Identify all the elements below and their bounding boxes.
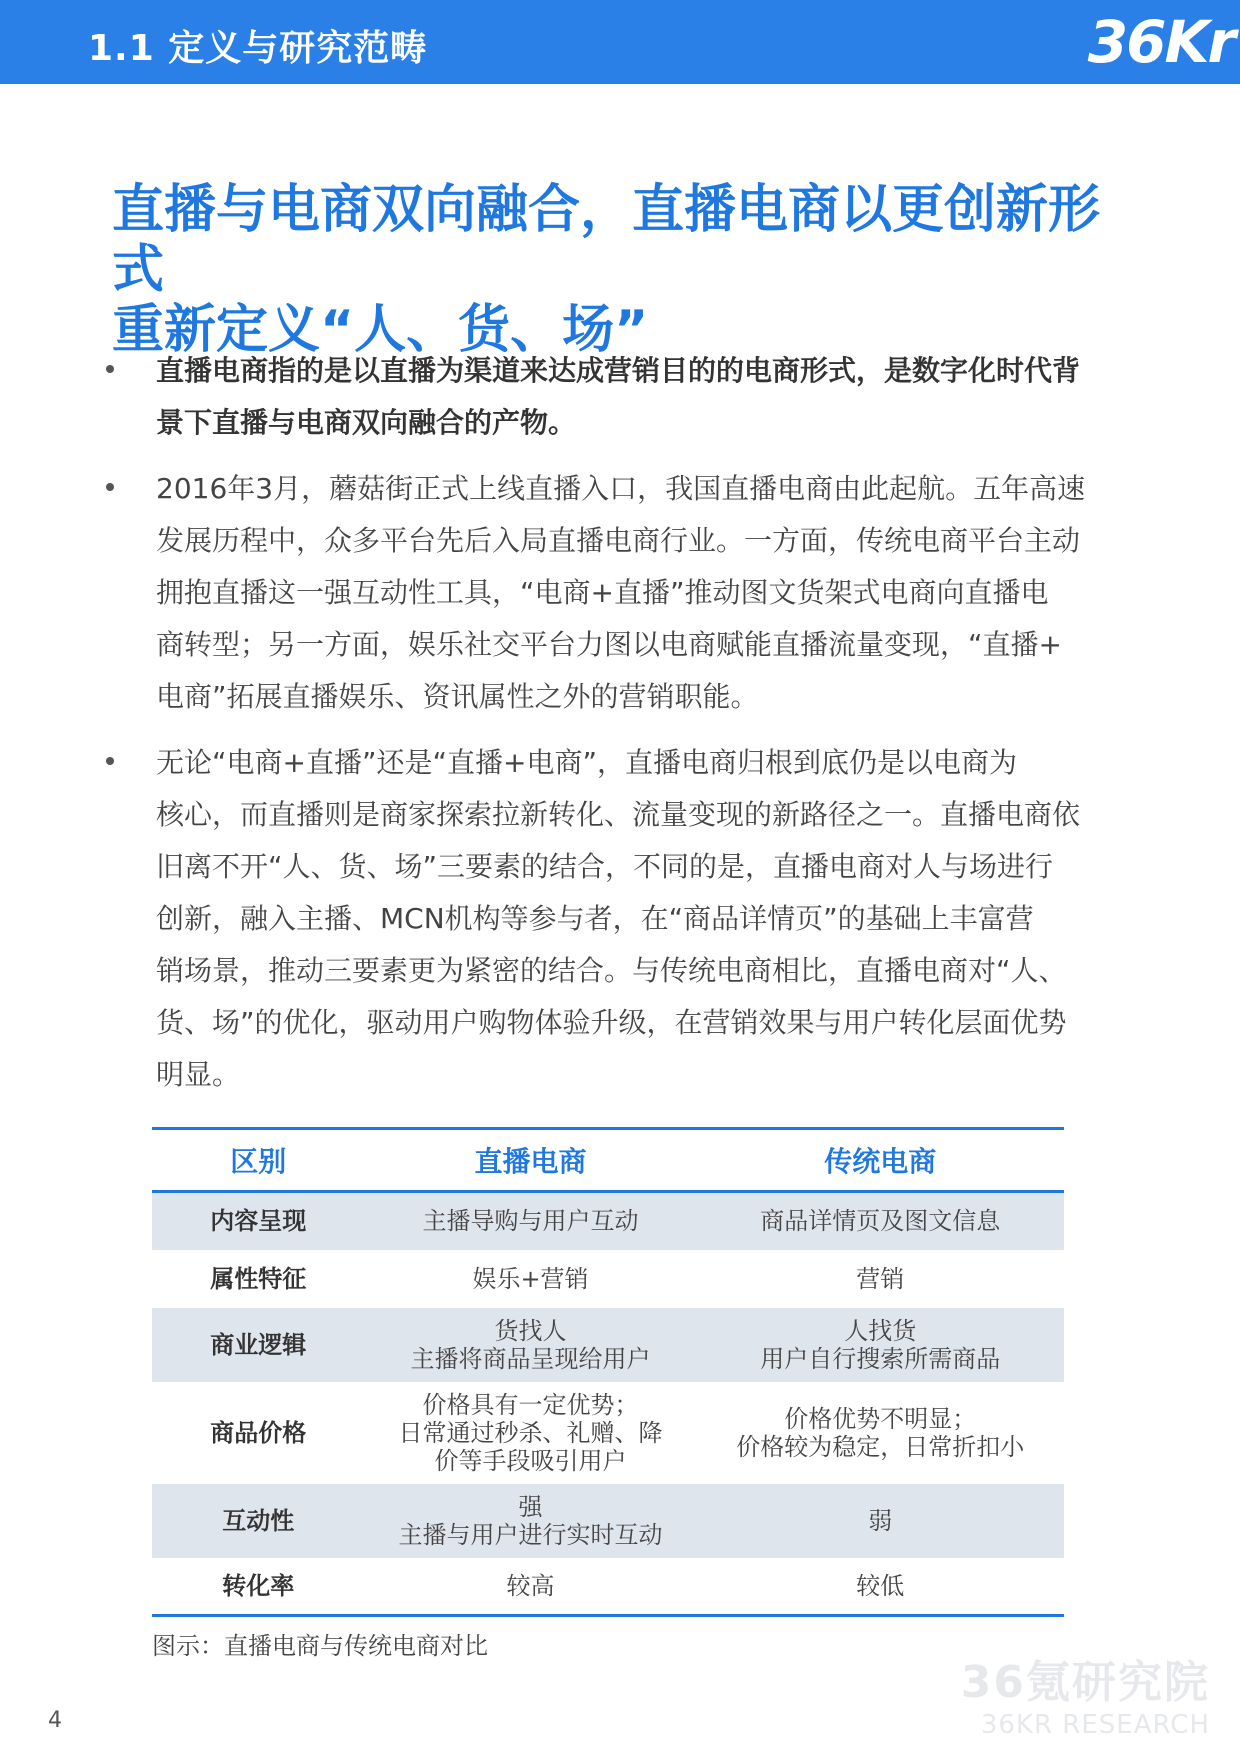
trad-cell xyxy=(696,1192,1064,1250)
section-title: 1.1 定义与研究范畴 xyxy=(88,28,428,69)
watermark-en: 36KR RESEARCH xyxy=(980,1710,1210,1740)
live-cell xyxy=(365,1308,697,1382)
row-label: 内容呈现 xyxy=(152,1192,365,1250)
row-label: 互动性 xyxy=(152,1484,365,1558)
text-line: 明显。 xyxy=(156,1058,241,1091)
trad-cell xyxy=(696,1308,1064,1382)
text-line: 创新，融入主播、MCN机构等参与者，在“商品详情页”的基础上丰富营 xyxy=(156,902,1034,935)
bullet-item xyxy=(100,345,1132,449)
bullet-text xyxy=(156,737,1132,1101)
table-row xyxy=(152,1484,1064,1558)
headline xyxy=(112,180,1132,360)
table-row xyxy=(152,1250,1064,1308)
text-line: 发展历程中，众多平台先后入局直播电商行业。一方面，传统电商平台主动 xyxy=(156,524,1081,557)
cell-text: 价格优势不明显； xyxy=(784,1404,977,1433)
live-cell xyxy=(365,1382,697,1484)
header-live-ecommerce: 直播电商 xyxy=(365,1129,697,1192)
live-cell xyxy=(365,1250,697,1308)
text-line: 2016年3月，蘑菇街正式上线直播入口，我国直播电商由此起航。五年高速 xyxy=(156,472,1086,505)
row-label: 属性特征 xyxy=(210,1264,307,1293)
table-row xyxy=(152,1558,1064,1616)
header-diff: 区别 xyxy=(152,1129,365,1192)
text-line: 电商”拓展直播娱乐、资讯属性之外的营销职能。 xyxy=(156,680,759,713)
header-traditional-ecommerce: 传统电商 xyxy=(696,1129,1064,1192)
page-number: 4 xyxy=(48,1708,62,1733)
text-line: 无论“电商+直播”还是“直播+电商”，直播电商归根到底仍是以电商为 xyxy=(156,746,1017,779)
cell-text: 商品详情页及图文信息 xyxy=(760,1207,1001,1236)
trad-cell xyxy=(696,1382,1064,1484)
bullet-dot-icon xyxy=(106,365,114,373)
headline-line-2: 重新定义“人、货、场” xyxy=(112,300,649,360)
cell-text: 较高 xyxy=(506,1571,555,1600)
text-line: 商转型；另一方面，娱乐社交平台力图以电商赋能直播流量变现，“直播+ xyxy=(156,628,1062,661)
cell-text: 主播导购与用户互动 xyxy=(422,1207,639,1236)
table-header-row xyxy=(152,1129,1064,1192)
bullet-item xyxy=(100,737,1132,1101)
trad-cell xyxy=(696,1484,1064,1558)
cell-text: 强 xyxy=(518,1492,543,1521)
bullet-dot-icon xyxy=(106,483,114,491)
cell-text: 货找人 xyxy=(494,1316,567,1345)
watermark-cn: 36氪研究院 xyxy=(960,1657,1210,1708)
36kr-logo: 36Kr xyxy=(1087,8,1234,76)
live-cell xyxy=(365,1192,697,1250)
page-header xyxy=(0,0,1240,84)
cell-text: 用户自行搜索所需商品 xyxy=(760,1344,1001,1373)
cell-text: 价格较为稳定，日常折扣小 xyxy=(736,1432,1025,1461)
text-line: 销场景，推动三要素更为紧密的结合。与传统电商相比，直播电商对“人、 xyxy=(156,954,1067,987)
cell-text: 人找货 xyxy=(844,1316,917,1345)
text-line: 景下直播与电商双向融合的产物。 xyxy=(156,406,577,439)
cell-text: 主播与用户进行实时互动 xyxy=(398,1520,663,1549)
bullet-list xyxy=(100,345,1132,1115)
row-label: 转化率 xyxy=(222,1571,295,1600)
text-line: 货、场”的优化，驱动用户购物体验升级，在营销效果与用户转化层面优势 xyxy=(156,1006,1067,1039)
trad-cell xyxy=(696,1250,1064,1308)
cell-text: 较低 xyxy=(856,1571,905,1600)
table-row xyxy=(152,1382,1064,1484)
bullet-item xyxy=(100,463,1132,723)
bullet-text xyxy=(156,463,1132,723)
figure-caption: 图示：直播电商与传统电商对比 xyxy=(152,1632,488,1660)
bullet-text xyxy=(156,345,1132,449)
text-line: 旧离不开“人、货、场”三要素的结合，不同的是，直播电商对人与场进行 xyxy=(156,850,1054,883)
text-line: 直播电商指的是以直播为渠道来达成营销目的的电商形式，是数字化时代背 xyxy=(156,354,1081,387)
cell-text: 主播将商品呈现给用户 xyxy=(410,1344,651,1373)
comparison-table xyxy=(152,1127,1064,1617)
cell-text: 弱 xyxy=(868,1506,893,1535)
cell-text: 营销 xyxy=(856,1264,905,1293)
cell-text: 娱乐+营销 xyxy=(472,1264,589,1293)
live-cell xyxy=(365,1484,697,1558)
cell-text: 价等手段吸引用户 xyxy=(434,1446,627,1475)
row-label: 商品价格 xyxy=(210,1418,307,1447)
bullet-dot-icon xyxy=(106,757,114,765)
cell-text: 价格具有一定优势； xyxy=(422,1390,639,1419)
cell-text: 日常通过秒杀、礼赠、降 xyxy=(398,1418,663,1447)
text-line: 拥抱直播这一强互动性工具，“电商+直播”推动图文货架式电商向直播电 xyxy=(156,576,1049,609)
live-cell xyxy=(365,1558,697,1616)
text-line: 核心，而直播则是商家探索拉新转化、流量变现的新路径之一。直播电商依 xyxy=(156,798,1081,831)
row-label: 商业逻辑 xyxy=(152,1308,365,1382)
trad-cell xyxy=(696,1558,1064,1616)
table-row xyxy=(152,1192,1064,1250)
table-row xyxy=(152,1308,1064,1382)
watermark xyxy=(961,1646,1210,1740)
headline-line-1: 直播与电商双向融合，直播电商以更创新形式 xyxy=(112,180,1101,300)
